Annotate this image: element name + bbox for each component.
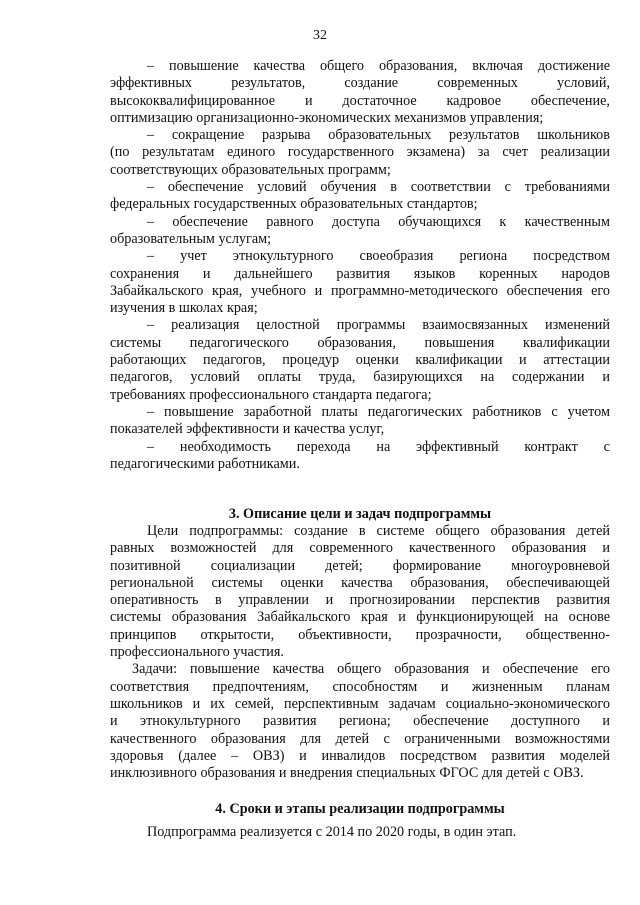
- text-line: соответствия предпочтениям, способностям и жизненным планам: [110, 678, 610, 695]
- text-line: Забайкальского края, учебного и программно-методического обеспечения его: [110, 282, 610, 299]
- section-4-title: 4. Сроки и этапы реализации подпрограммы: [215, 801, 505, 817]
- text-line: системы педагогического образования, повышения квалификации: [110, 334, 610, 351]
- text-line: здоровья (далее – ОВЗ) и инвалидов посредством развития моделей: [110, 747, 610, 764]
- text-line: – повышение качества общего образования, включая достижение: [147, 58, 610, 74]
- text-line: образовательным услугам;: [110, 230, 272, 247]
- text-line: требованиях профессионального стандарта педагога;: [110, 386, 432, 403]
- text-line: высококвалифицированное и достаточное кадровое обеспечение,: [110, 92, 610, 109]
- text-line: – необходимость перехода на эффективный контракт с: [147, 438, 610, 455]
- text-line: – сокращение разрыва образовательных результатов школьников: [147, 127, 610, 144]
- text-line: школьников и их семей, перспективным задачам социально-экономического: [110, 695, 610, 712]
- section-3-body: [110, 523, 610, 782]
- task-list: [110, 58, 610, 473]
- text-line: Подпрограмма реализуется с 2014 по 2020 годы, в один этап.: [147, 824, 517, 840]
- text-line: позитивной социализации детей; формирование многоуровневой: [110, 557, 610, 574]
- page-number: 32: [313, 28, 327, 43]
- section-3-title: 3. Описание цели и задач подпрограммы: [228, 506, 492, 522]
- text-line: сохранения и дальнейшего развития языков коренных народов: [110, 265, 610, 282]
- text-line: качественного образования для детей с ограниченными возможностями: [110, 730, 610, 747]
- text-line: (по результатам единого государственного экзамена) за счет реализации: [110, 144, 610, 161]
- text-line: педагогическими работниками.: [110, 455, 300, 472]
- section-4-body: [110, 824, 610, 841]
- text-line: Цели подпрограммы: создание в системе общего образования детей: [147, 523, 610, 539]
- text-line: принципов открытости, объективности, прозрачности, общественно-: [110, 626, 610, 643]
- text-line: – учет этнокультурного своеобразия региона посредством: [147, 248, 610, 265]
- text-line: системы образования Забайкальского края и функционирующей на основе: [110, 609, 610, 626]
- text-line: – реализация целостной программы взаимосвязанных изменений: [147, 317, 610, 334]
- text-line: и этнокультурного развития региона; обеспечение доступного и: [110, 713, 610, 730]
- text-line: изучения в школах края;: [110, 300, 258, 317]
- text-line: равных возможностей для современного качественного образования и: [110, 540, 610, 557]
- text-line: – обеспечение равного доступа обучающихся к качественным: [147, 213, 610, 230]
- text-line: профессионального участия.: [110, 644, 284, 661]
- text-line: Задачи: повышение качества общего образования и обеспечение его: [132, 661, 610, 678]
- text-line: региональной системы оценки качества образования, обеспечивающей: [110, 574, 610, 591]
- text-line: соответствующих образовательных программ;: [110, 161, 391, 178]
- text-line: федеральных государственных образовательных стандартов;: [110, 196, 478, 213]
- text-line: работающих педагогов, процедур оценки квалификации и аттестации: [110, 352, 610, 369]
- text-line: оперативность в управлении и прогнозировании перспектив развития: [110, 592, 610, 609]
- text-line: – повышение заработной платы педагогических работников с учетом: [147, 403, 610, 420]
- text-line: инклюзивного образования и внедрения специальных ФГОС для детей с ОВЗ.: [110, 765, 584, 782]
- text-line: педагогов, условий оплаты труда, базирующихся на содержании и: [110, 369, 610, 386]
- text-line: оптимизацию организационно-экономических механизмов управления;: [110, 109, 544, 126]
- text-line: – обеспечение условий обучения в соответствии с требованиями: [147, 179, 610, 196]
- text-line: показателей эффективности и качества услуг,: [110, 421, 385, 438]
- text-line: эффективных результатов, создание современных условий,: [110, 75, 610, 92]
